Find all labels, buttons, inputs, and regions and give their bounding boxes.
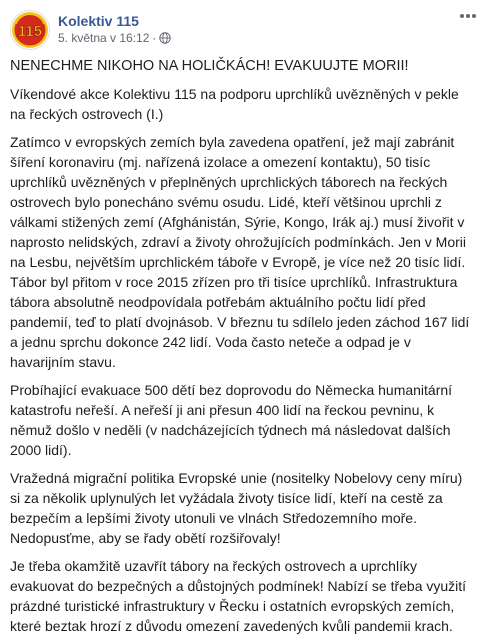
post-paragraph: Zatímco v evropských zemích byla zavedena opatření, jež mají zabránit šíření koronaviru (mj. nařízená izolace a omezení kontaktu), 50 tisíc uprchlíků uvězněných v přeplněných uprchlických táborech na řeckých ostrovech bylo ponecháno svému osudu. Lidé, kteří většinou uprchli z válkami stižených zemí (Afghánistán, Sýrie, Kongo, Irák aj.) musí živořit v naprosto nelidských, zdraví a životy ohrožujících podmínkách. Jen v Morii na Lesbu, největším uprchlickém táboře v Evropě, je více než 20 tisíc lidí. Tábor byl přitom v roce 2015 zřízen pro tři tisíce uprchlíků. Infrastruktura tábora absolutně neodpovídala potřebám aktuálního počtu lidí před pandemií, teď to platí dvojnásob. V březnu tu sdílelo jeden záchod 167 lidí a jednu sprchu dokonce 242 lidí. Voda často neteče a odpad je v havarijním stavu. (10, 134, 470, 370)
post-timestamp[interactable]: 5. května v 16:12 (58, 31, 150, 45)
post-paragraph: Probíhající evakuace 500 dětí bez doprovodu do Německa humanitární katastrofu neřeší. A neřeší ji ani přesun 400 lidí na řeckou pevninu, k němuž došlo v neděli (v nadcházejících týdnech má následovat dalších 2000 lidí). (10, 382, 453, 458)
post-headline: NENECHME NIKOHO NA HOLIČKÁCH! EVAKUUJTE MORII! (10, 58, 409, 74)
post-meta (58, 10, 456, 46)
post-paragraph: Víkendové akce Kolektivu 115 na podporu uprchlíků uvězněných v pekle na řeckých ostrovech (I.) (10, 86, 459, 122)
post-body (10, 56, 476, 636)
more-options-icon[interactable] (456, 6, 480, 26)
post-paragraph: Vražedná migrační politika Evropské unie (nositelky Nobelovy ceny míru) si za několik uplynulých let vyžádala životy tisíce lidí, kteří na cestě za bezpečím a lepšími životy utonuli ve vlnách Středozemního moře. Nedopusťme, aby se řady obětí rozšiřovaly! (10, 470, 463, 546)
kolektiv-115-logo-icon (11, 11, 49, 49)
logo-text: 115 (17, 23, 43, 40)
meta-separator: · (152, 31, 157, 45)
page-name-link[interactable]: Kolektiv 115 (58, 13, 139, 29)
post-header (10, 10, 476, 56)
post-paragraph: Je třeba okamžitě uzavřít tábory na řeckých ostrovech a uprchlíky evakuovat do bezpečných a důstojných podmínek! Nabízí se třeba využití prázdné turistické infrastruktury v Řecku i ostatních evropských zemích, které beztak hrozí z důvodu omezení zavedených kvůli pandemii krach. (10, 558, 467, 634)
page-avatar[interactable] (10, 10, 50, 50)
globe-icon[interactable] (159, 32, 171, 44)
timestamp-line (58, 30, 456, 46)
